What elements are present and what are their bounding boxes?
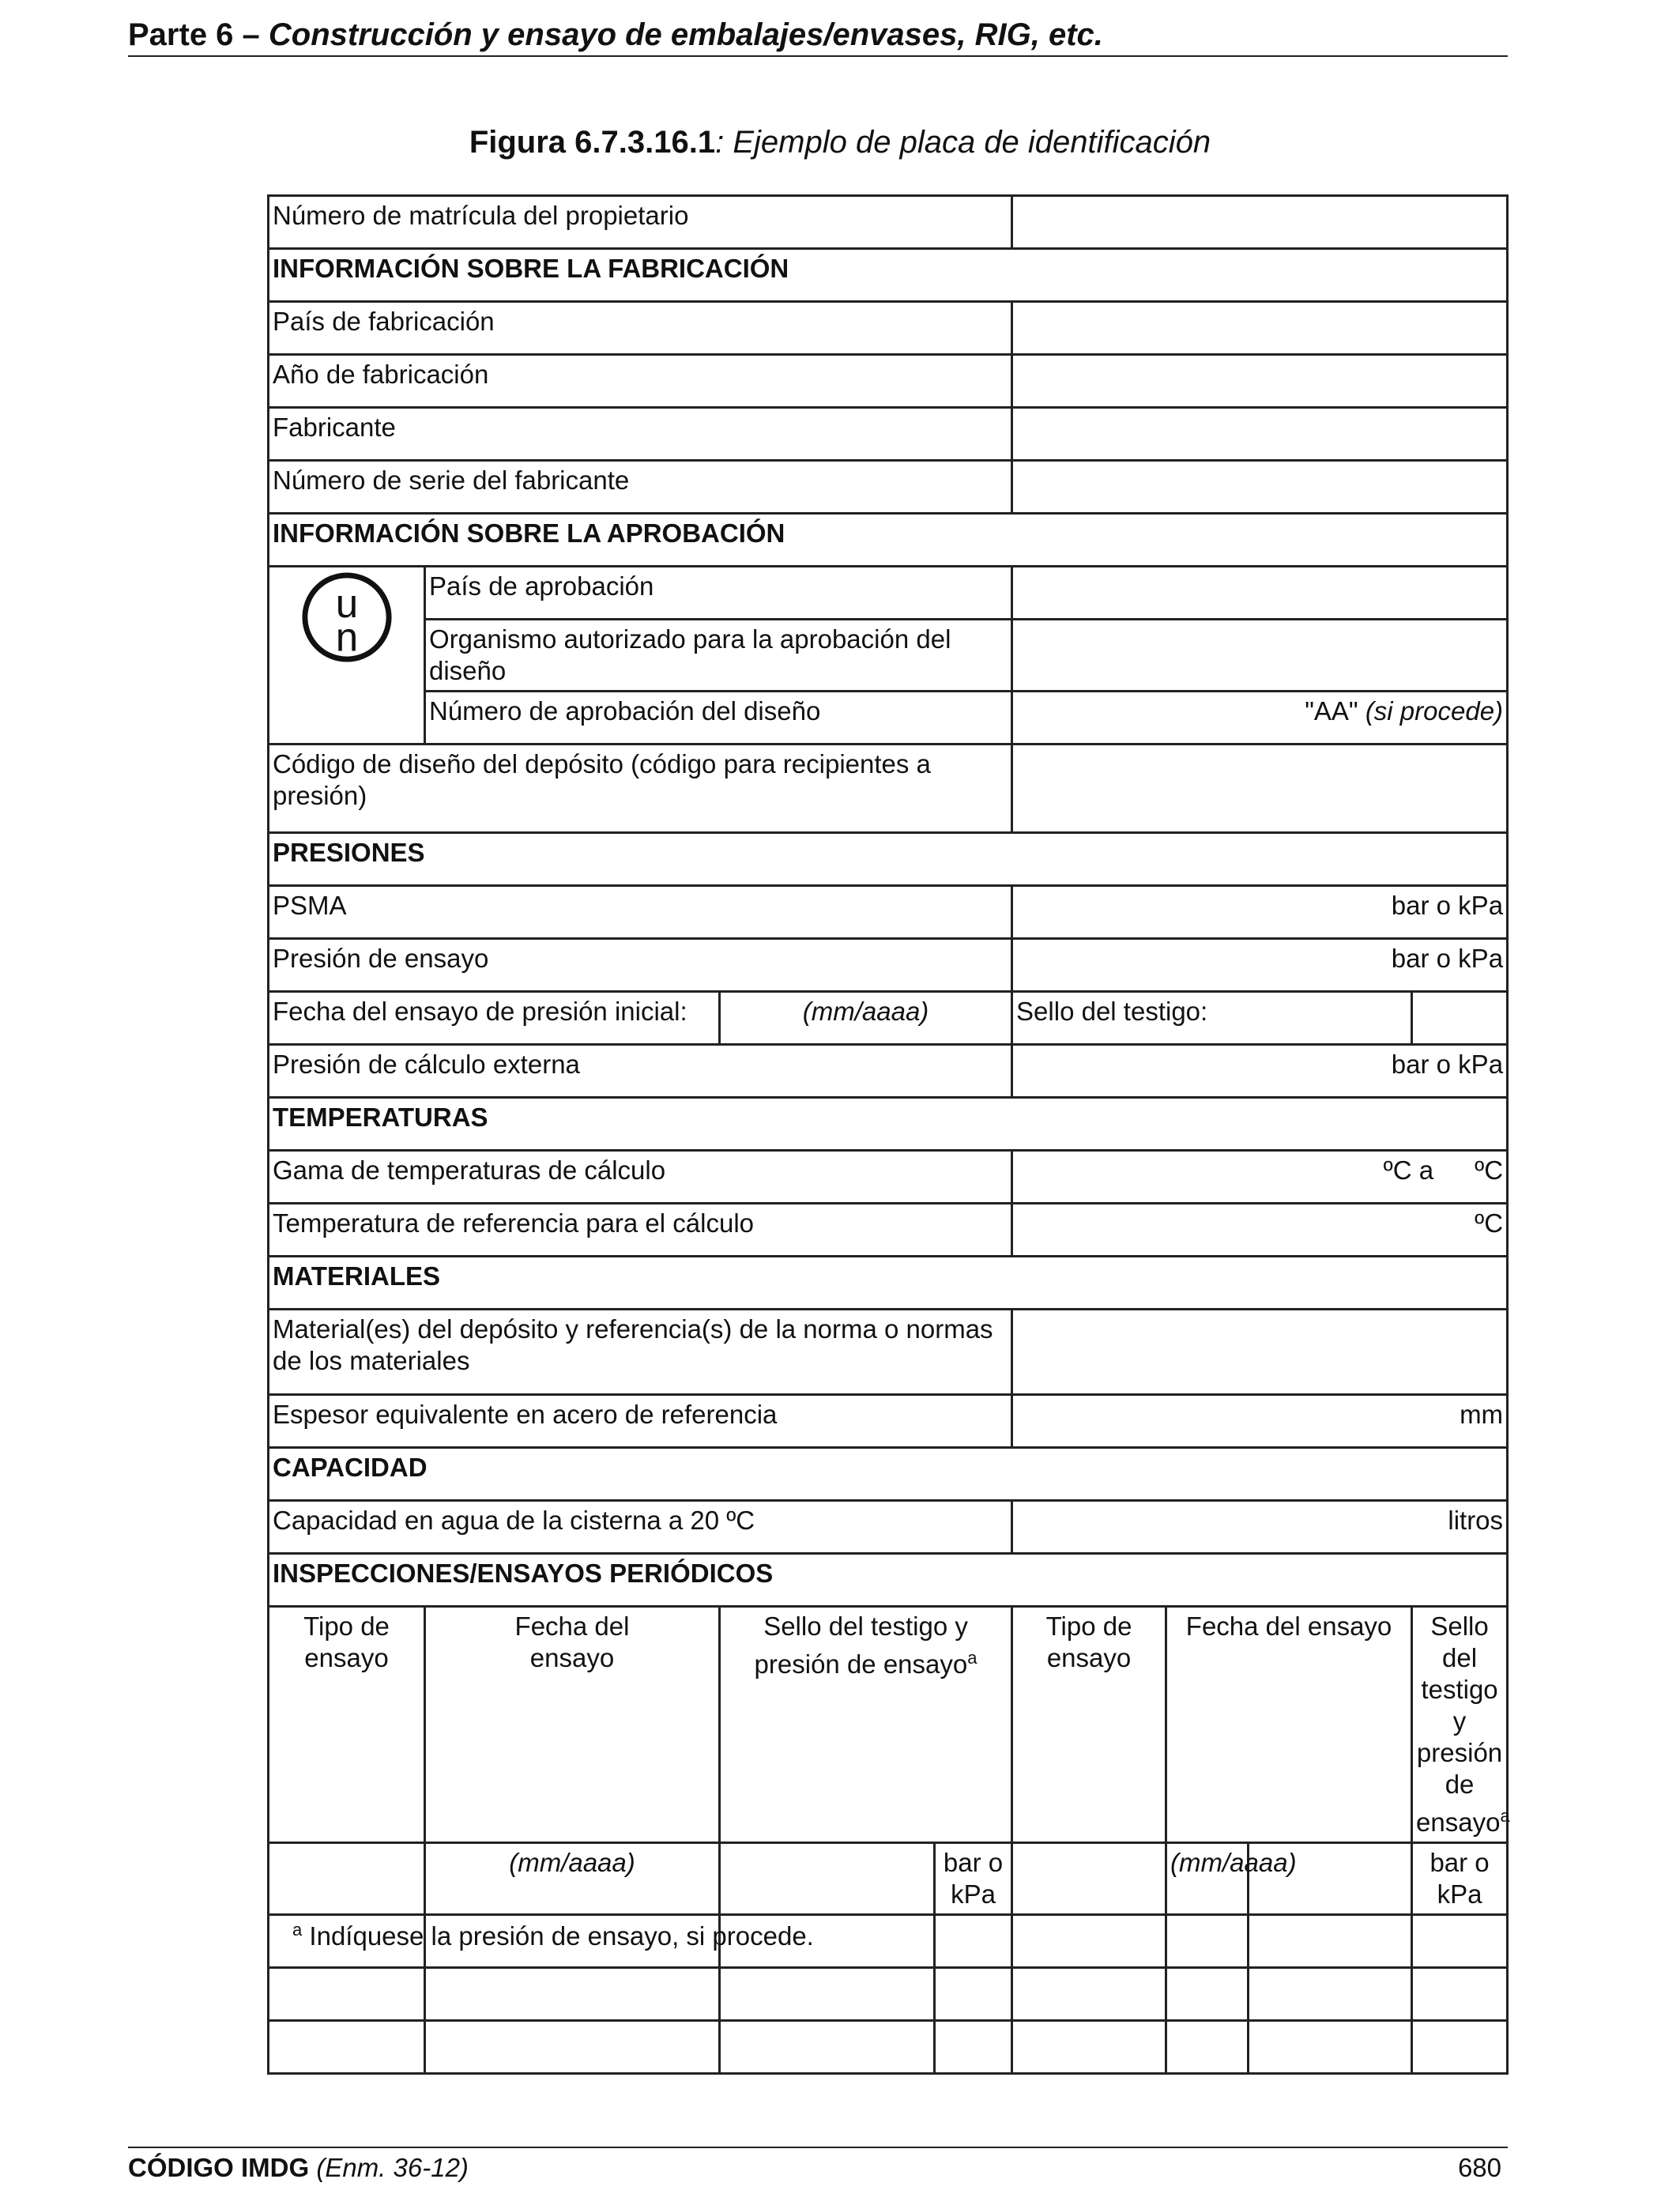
un-logo-letter-u: u <box>335 581 358 626</box>
periodic-col-stamp-right-sup: a <box>1500 1806 1510 1826</box>
periodic-row-cell[interactable] <box>425 2021 720 2074</box>
design-code-value[interactable] <box>1012 745 1508 833</box>
witness-stamp-value[interactable] <box>1412 992 1508 1045</box>
periodic-row-cell[interactable] <box>269 2021 425 2074</box>
un-logo-icon <box>300 571 394 664</box>
design-approval-number-value[interactable] <box>1012 692 1508 745</box>
periodic-row-cell[interactable] <box>1412 1915 1508 1968</box>
periodic-row-cell[interactable] <box>1012 2021 1166 2074</box>
water-capacity-label: Capacidad en agua de la cisterna a 20 ºC <box>269 1501 1012 1554</box>
part-title: Construcción y ensayo de embalajes/envases, RIG, etc. <box>268 17 1103 52</box>
approval-country-label: País de aprobación <box>425 567 1012 620</box>
reference-temperature-value[interactable]: ºC <box>1012 1204 1508 1257</box>
external-pressure-value[interactable]: bar o kPa <box>1012 1045 1508 1098</box>
initial-test-date-value[interactable]: (mm/aaaa) <box>720 992 1012 1045</box>
identification-plate <box>267 194 1509 2075</box>
periodic-col-stamp-left <box>720 1607 1012 1843</box>
aa-note: (si procede) <box>1365 696 1504 726</box>
approval-body-label: Organismo autorizado para la aprobación del diseño <box>425 620 1012 692</box>
periodic-col-type-left: Tipo de ensayo <box>269 1607 425 1843</box>
periodic-row-cell[interactable] <box>935 1968 1012 2021</box>
periodic-row-cell[interactable] <box>1012 1915 1166 1968</box>
periodic-col-stamp-left-text: Sello del testigo y presión de ensayo <box>754 1612 968 1679</box>
aa-prefix: "AA" <box>1305 696 1365 726</box>
page-footer <box>128 2147 1508 2188</box>
temperatures-heading: TEMPERATURAS <box>269 1098 1508 1151</box>
serial-number-label: Número de serie del fabricante <box>269 461 1012 514</box>
periodic-row-cell[interactable] <box>935 2021 1012 2074</box>
test-pressure-label: Presión de ensayo <box>269 939 1012 992</box>
approval-heading: INFORMACIÓN SOBRE LA APROBACIÓN <box>269 514 1508 567</box>
page-number: 680 <box>1457 2153 1501 2182</box>
footnote-text: Indíquese la presión de ensayo, si procede. <box>302 1921 814 1951</box>
figure-title <box>0 120 1680 164</box>
periodic-row-cell[interactable] <box>1166 1968 1249 2021</box>
capacity-heading: CAPACIDAD <box>269 1448 1508 1501</box>
periodic-col-stamp-right <box>1412 1607 1508 1843</box>
periodic-col-date-left: Fecha del ensayo <box>425 1607 720 1843</box>
initial-test-date-label: Fecha del ensayo de presión inicial: <box>269 992 720 1045</box>
periodic-tests-heading: INSPECCIONES/ENSAYOS PERIÓDICOS <box>269 1554 1508 1607</box>
figure-caption: Ejemplo de placa de identificación <box>733 125 1211 160</box>
periodic-row-cell[interactable] <box>720 1968 935 2021</box>
approval-country-value[interactable] <box>1012 567 1508 620</box>
design-code-label: Código de diseño del depósito (código para recipientes a presión) <box>269 745 1012 833</box>
temperature-range-unit-a: ºC a <box>1383 1155 1434 1185</box>
mawp-value[interactable]: bar o kPa <box>1012 886 1508 939</box>
periodic-row-cell[interactable] <box>1166 2021 1249 2074</box>
periodic-row-cell[interactable] <box>1249 2021 1412 2074</box>
owner-registration-value[interactable] <box>1012 196 1508 249</box>
periodic-col-type-right: Tipo de ensayo <box>1012 1607 1166 1843</box>
manufacturing-heading: INFORMACIÓN SOBRE LA FABRICACIÓN <box>269 249 1508 302</box>
year-of-manufacture-value[interactable] <box>1012 355 1508 408</box>
year-of-manufacture-label: Año de fabricación <box>269 355 1012 408</box>
serial-number-value[interactable] <box>1012 461 1508 514</box>
periodic-row-cell[interactable] <box>720 2021 935 2074</box>
periodic-row-cell[interactable] <box>720 1843 935 1915</box>
periodic-date-format-right[interactable]: (mm/aaaa) <box>1166 1843 1249 1915</box>
periodic-row-cell[interactable] <box>1249 1915 1412 1968</box>
periodic-row-cell[interactable] <box>1012 1843 1166 1915</box>
design-approval-number-label: Número de aprobación del diseño <box>425 692 1012 745</box>
periodic-date-format-left[interactable]: (mm/aaaa) <box>425 1843 720 1915</box>
country-of-manufacture-label: País de fabricación <box>269 302 1012 355</box>
shell-material-value[interactable] <box>1012 1310 1508 1395</box>
pressures-heading: PRESIONES <box>269 833 1508 886</box>
test-pressure-value[interactable]: bar o kPa <box>1012 939 1508 992</box>
footer-edition: (Enm. 36-12) <box>316 2153 469 2182</box>
periodic-row-cell[interactable] <box>1166 1915 1249 1968</box>
figure-separator: : <box>715 125 733 160</box>
periodic-row-cell[interactable] <box>1249 1968 1412 2021</box>
figure-number: Figura 6.7.3.16.1 <box>469 125 716 160</box>
page-header <box>128 14 1508 57</box>
periodic-row-cell[interactable] <box>269 1968 425 2021</box>
owner-registration-label: Número de matrícula del propietario <box>269 196 1012 249</box>
periodic-unit-left[interactable]: bar o kPa <box>935 1843 1012 1915</box>
materials-heading: MATERIALES <box>269 1257 1508 1310</box>
manufacturer-label: Fabricante <box>269 408 1012 461</box>
external-pressure-label: Presión de cálculo externa <box>269 1045 1012 1098</box>
equivalent-thickness-label: Espesor equivalente en acero de referencia <box>269 1395 1012 1448</box>
temperature-range-unit-b: ºC <box>1475 1155 1504 1185</box>
manufacturer-value[interactable] <box>1012 408 1508 461</box>
periodic-row-cell[interactable] <box>269 1843 425 1915</box>
periodic-unit-right[interactable]: bar o kPa <box>1412 1843 1508 1915</box>
un-logo-letter-n: n <box>335 614 358 660</box>
temperature-range-value[interactable] <box>1012 1151 1508 1204</box>
periodic-row-cell[interactable] <box>1412 1968 1508 2021</box>
periodic-row-cell[interactable] <box>935 1915 1012 1968</box>
footnote <box>292 1914 814 1952</box>
part-label: Parte 6 – <box>128 17 269 52</box>
periodic-row-cell[interactable] <box>1412 2021 1508 2074</box>
temperature-range-label: Gama de temperaturas de cálculo <box>269 1151 1012 1204</box>
approval-body-value[interactable] <box>1012 620 1508 692</box>
shell-material-label: Material(es) del depósito y referencia(s) de la norma o normas de los materiales <box>269 1310 1012 1395</box>
water-capacity-value[interactable]: litros <box>1012 1501 1508 1554</box>
periodic-col-stamp-left-sup: a <box>967 1648 977 1668</box>
reference-temperature-label: Temperatura de referencia para el cálculo <box>269 1204 1012 1257</box>
country-of-manufacture-value[interactable] <box>1012 302 1508 355</box>
witness-stamp-label: Sello del testigo: <box>1012 992 1412 1045</box>
footnote-mark: a <box>292 1920 303 1940</box>
periodic-col-date-right: Fecha del ensayo <box>1166 1607 1412 1843</box>
equivalent-thickness-value[interactable]: mm <box>1012 1395 1508 1448</box>
mawp-label: PSMA <box>269 886 1012 939</box>
periodic-row-cell[interactable] <box>1012 1968 1166 2021</box>
un-logo-cell <box>269 567 425 745</box>
periodic-col-stamp-right-text: Sello del testigo y presión de ensayo <box>1416 1612 1503 1837</box>
periodic-row-cell[interactable] <box>425 1968 720 2021</box>
footer-code: CÓDIGO IMDG <box>128 2153 310 2182</box>
